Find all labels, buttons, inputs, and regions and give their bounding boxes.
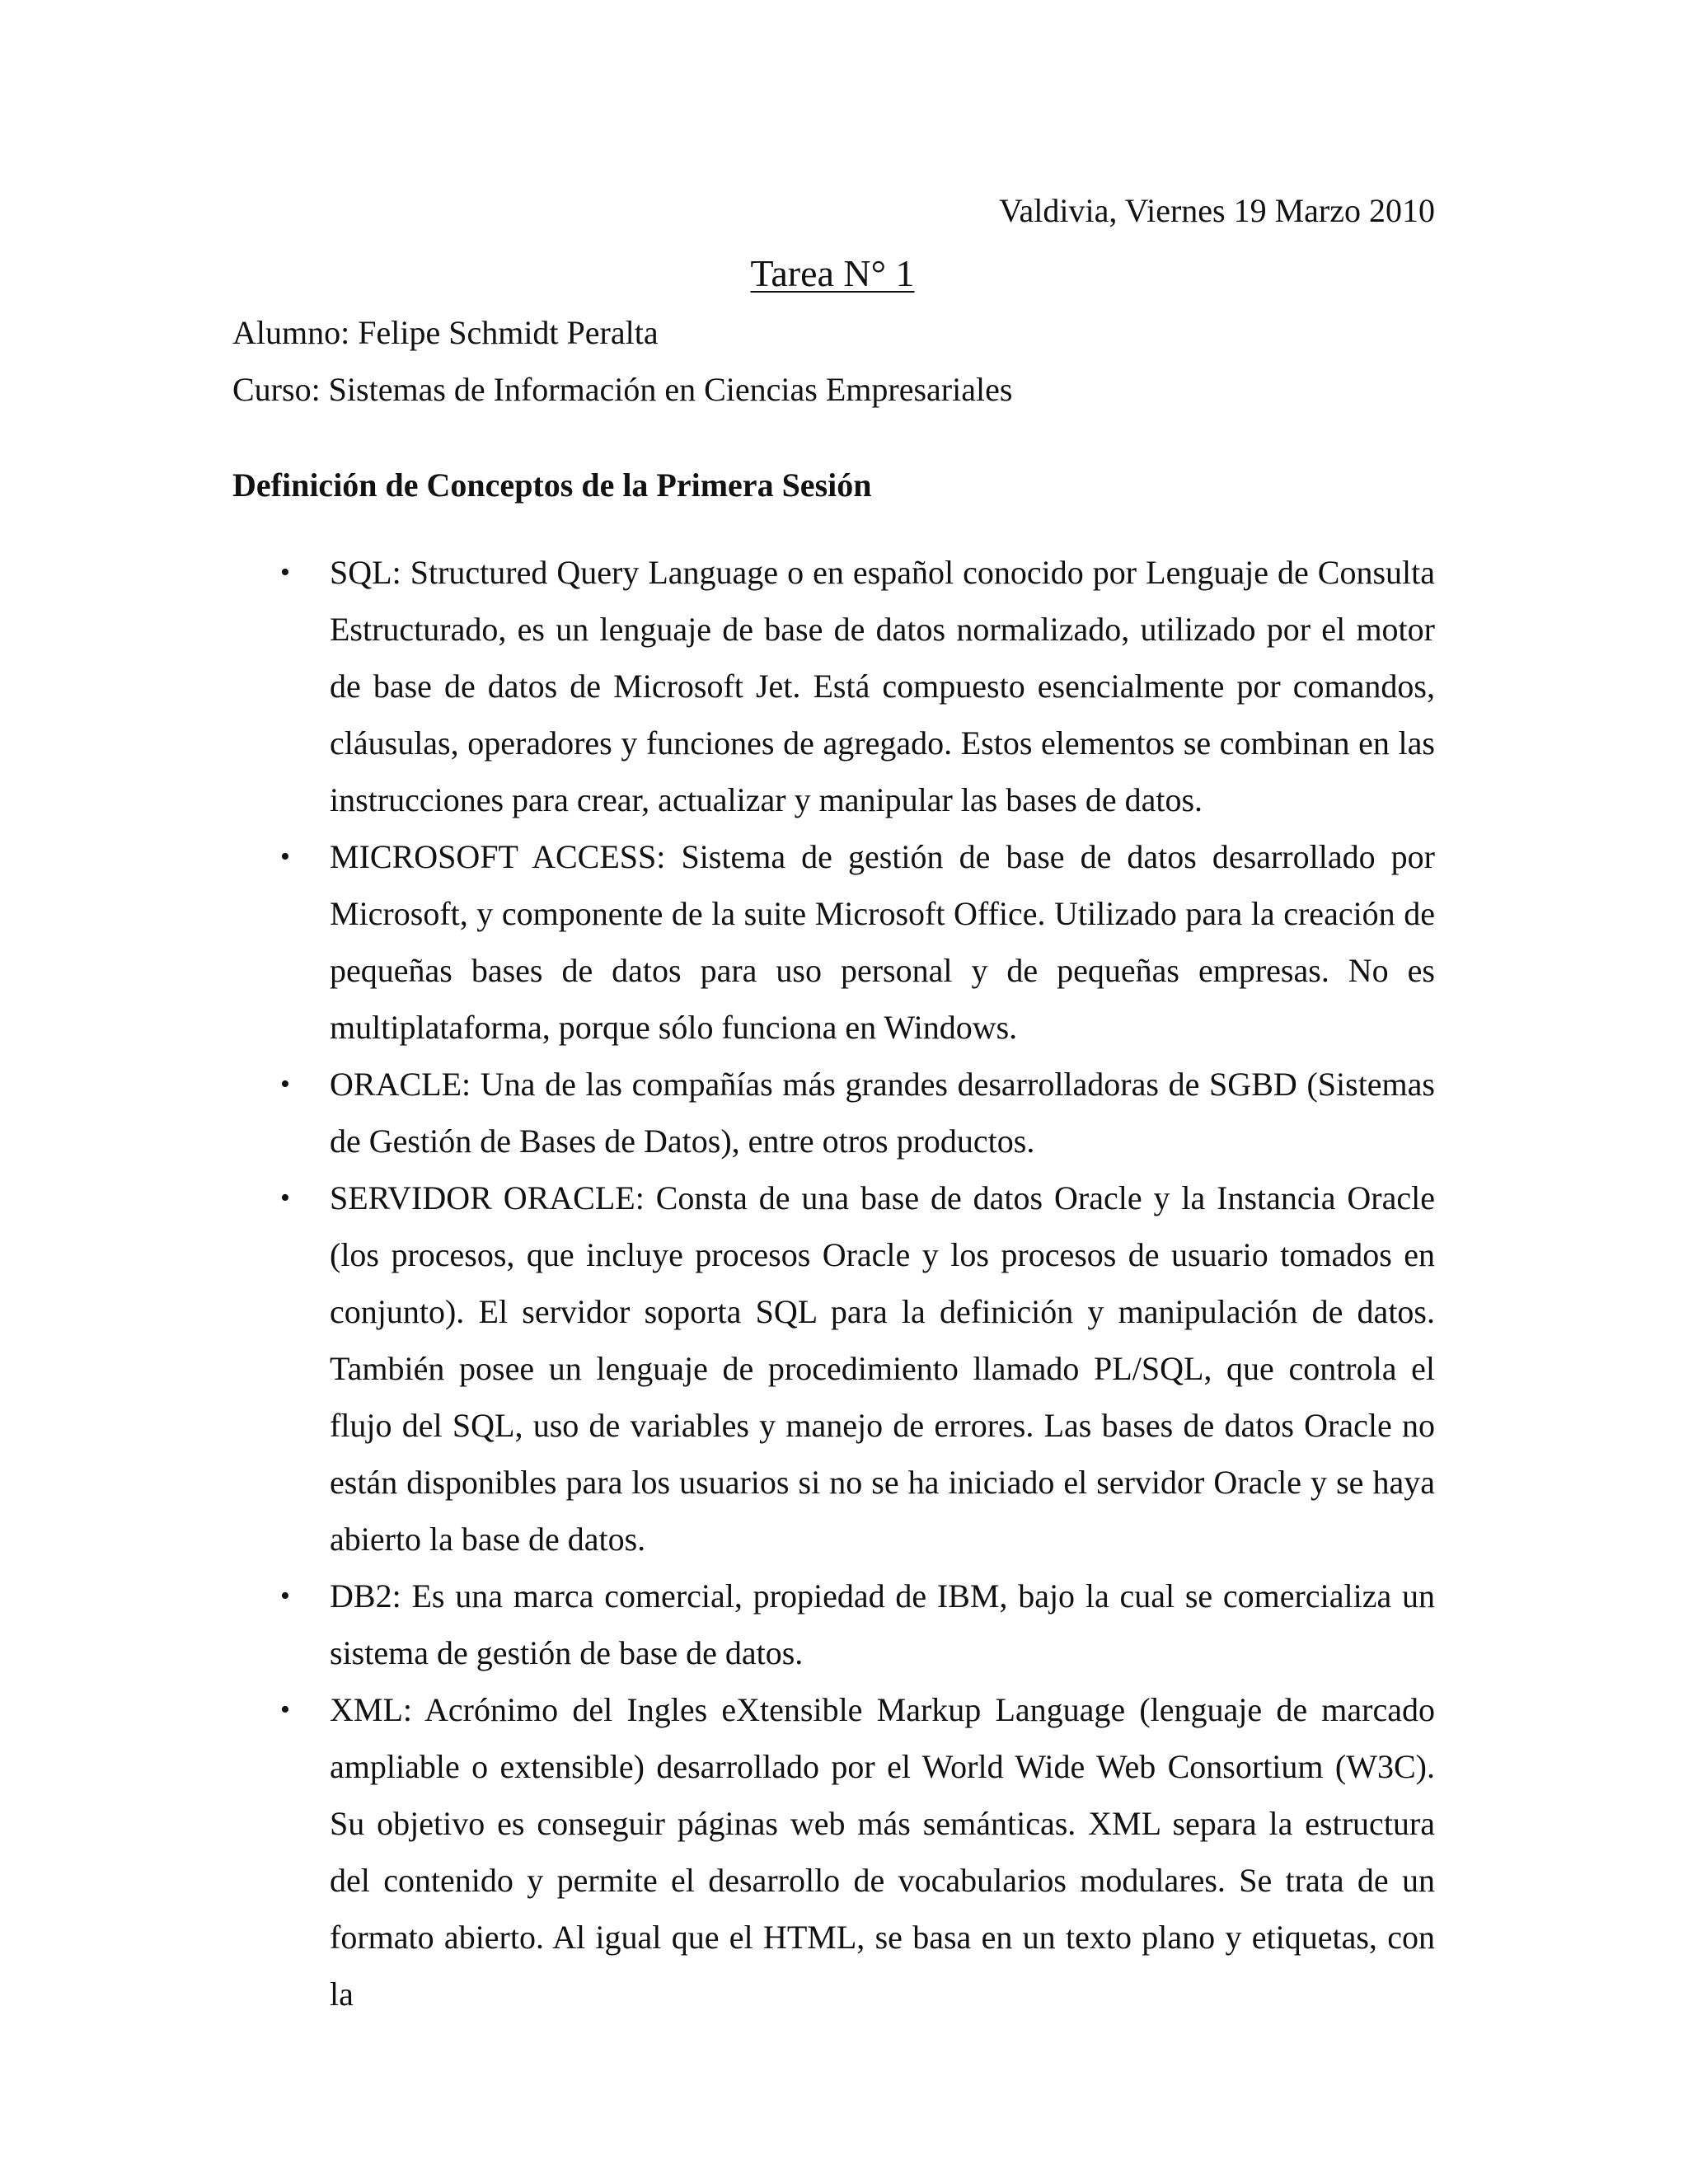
bullet-icon: • xyxy=(280,1581,290,1611)
concept-item-microsoft-access xyxy=(0,828,1688,1056)
section-heading: Definición de Conceptos de la Primera Sesión xyxy=(232,466,872,504)
bullet-icon: • xyxy=(280,1694,290,1725)
concept-text: SQL: Structured Query Language o en español conocido por Lenguaje de Consulta Estructurado, es un lenguaje de base de datos normalizado, utilizado por el motor de base de datos de Microsoft Jet. Está compuesto esencialmente por comandos, cláusulas, operadores y funciones de agregado. Estos elementos se combinan en las instrucciones para crear, actualizar y manipular las bases de datos. xyxy=(330,554,1435,818)
bullet-icon: • xyxy=(280,557,290,588)
bullet-icon: • xyxy=(280,1183,290,1213)
bullet-icon: • xyxy=(280,841,290,872)
bullet-icon: • xyxy=(280,1069,290,1099)
concept-text: MICROSOFT ACCESS: Sistema de gestión de base de datos desarrollado por Microsoft, y componente de la suite Microsoft Office. Utilizado para la creación de pequeñas bases de datos para uso personal y de pequeñas empresas. No es multiplataforma, porque sólo funciona en Windows. xyxy=(330,838,1435,1046)
concept-text: XML: Acrónimo del Ingles eXtensible Markup Language (lenguaje de marcado ampliable o extensible) desarrollado por el World Wide Web Consortium (W3C). Su objetivo es conseguir páginas web más semánticas. XML separa la estructura del contenido y permite el desarrollo de vocabularios modulares. Se trata de un formato abierto. Al igual que el HTML, se basa en un texto plano y etiquetas, con la xyxy=(330,1691,1435,2013)
concept-item-servidor-oracle xyxy=(0,1169,1688,1568)
concept-item-db2 xyxy=(0,1568,1688,1681)
course-name: Curso: Sistemas de Información en Ciencias Empresariales xyxy=(232,371,1013,408)
concept-text: SERVIDOR ORACLE: Consta de una base de datos Oracle y la Instancia Oracle (los procesos, que incluye procesos Oracle y los procesos de usuario tomados en conjunto). El servidor soporta SQL para la definición y manipulación de datos. También posee un lenguaje de procedimiento llamado PL/SQL, que controla el flujo del SQL, uso de variables y manejo de errores. Las bases de datos Oracle no están disponibles para los usuarios si no se ha iniciado el servidor Oracle y se haya abierto la base de datos. xyxy=(330,1179,1435,1558)
concept-item-xml xyxy=(0,1681,1688,2022)
student-name: Alumno: Felipe Schmidt Peralta xyxy=(232,314,659,351)
concept-text: ORACLE: Una de las compañías más grandes desarrolladoras de SGBD (Sistemas de Gestión de Bases de Datos), entre otros productos. xyxy=(330,1066,1435,1160)
document-title-row xyxy=(0,249,1665,298)
document-date: Valdivia, Viernes 19 Marzo 2010 xyxy=(999,192,1435,229)
concept-item-sql xyxy=(0,544,1688,828)
concept-item-oracle xyxy=(0,1056,1688,1169)
concept-text: DB2: Es una marca comercial, propiedad de IBM, bajo la cual se comercializa un sistema de gestión de base de datos. xyxy=(330,1577,1435,1671)
document-title: Tarea N° 1 xyxy=(750,252,915,294)
concept-list xyxy=(0,544,1688,2022)
